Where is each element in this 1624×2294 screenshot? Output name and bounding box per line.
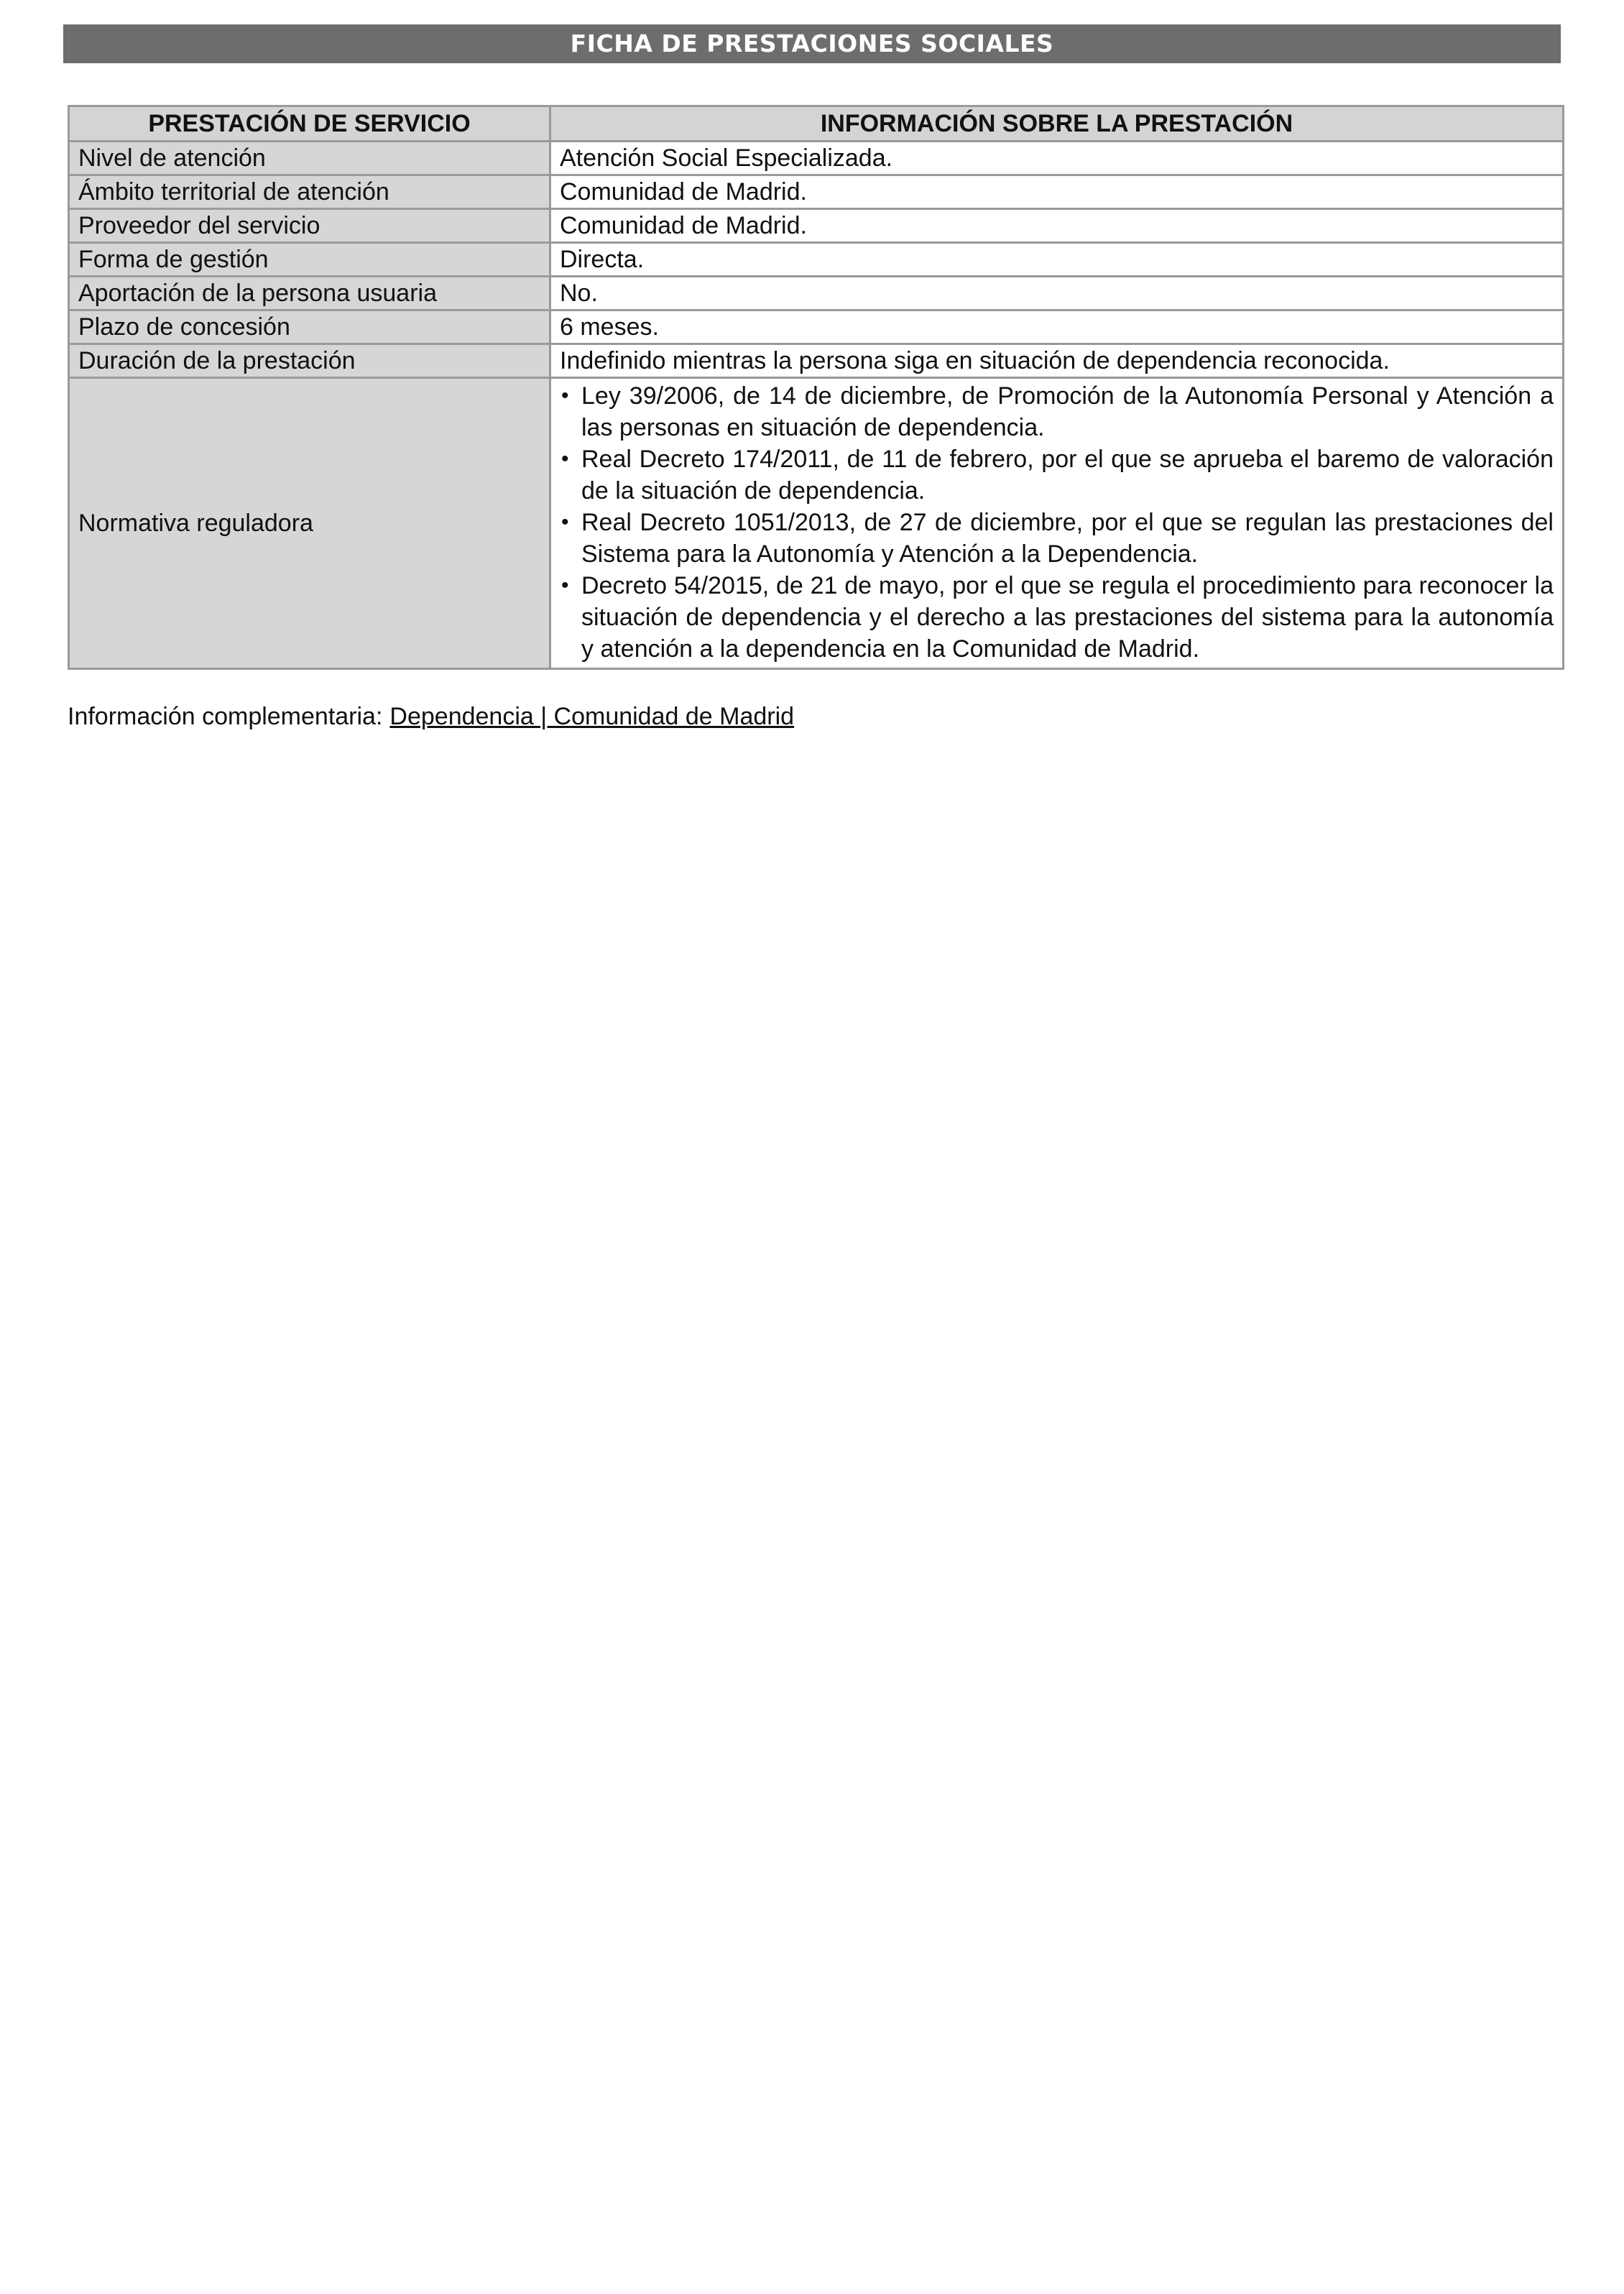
row-label: Plazo de concesión — [69, 310, 550, 344]
normativa-text: Ley 39/2006, de 14 de diciembre, de Promoción de la Autonomía Personal y Atención a las personas en situación de dependencia. — [581, 382, 1554, 441]
row-label: Proveedor del servicio — [69, 209, 550, 243]
row-value: Indefinido mientras la persona siga en situación de dependencia reconocida. — [550, 344, 1564, 378]
bullet-icon: • — [561, 510, 569, 534]
table-row-normativa — [69, 378, 1564, 669]
header-informacion: INFORMACIÓN SOBRE LA PRESTACIÓN — [550, 106, 1564, 142]
row-value: Comunidad de Madrid. — [550, 209, 1564, 243]
table-row — [69, 310, 1564, 344]
row-value: Directa. — [550, 243, 1564, 277]
normativa-cell — [550, 378, 1564, 669]
informacion-complementaria — [68, 701, 794, 732]
table-row — [69, 277, 1564, 310]
dependencia-link[interactable]: Dependencia | Comunidad de Madrid — [389, 703, 795, 730]
normativa-text: Real Decreto 174/2011, de 11 de febrero, por el que se aprueba el baremo de valoración de la situación de dependencia. — [581, 446, 1554, 505]
table-row — [69, 142, 1564, 175]
table-row — [69, 344, 1564, 378]
row-value: Comunidad de Madrid. — [550, 175, 1564, 209]
row-value: No. — [550, 277, 1564, 310]
row-value: Atención Social Especializada. — [550, 142, 1564, 175]
list-item — [560, 443, 1554, 507]
bullet-icon: • — [561, 447, 569, 471]
row-label: Ámbito territorial de atención — [69, 175, 550, 209]
row-label: Nivel de atención — [69, 142, 550, 175]
row-label: Forma de gestión — [69, 243, 550, 277]
row-label-normativa: Normativa reguladora — [69, 378, 550, 669]
normativa-list — [560, 380, 1554, 665]
normativa-text: Real Decreto 1051/2013, de 27 de diciembre, por el que se regulan las prestaciones del Sistema para la Autonomía y Atención a la Dependencia. — [581, 509, 1554, 568]
list-item — [560, 507, 1554, 570]
prestacion-table — [68, 105, 1564, 670]
row-value: 6 meses. — [550, 310, 1564, 344]
list-item — [560, 380, 1554, 443]
bullet-icon: • — [561, 574, 569, 597]
list-item — [560, 570, 1554, 665]
page-title: FICHA DE PRESTACIONES SOCIALES — [63, 24, 1561, 63]
table-row — [69, 175, 1564, 209]
row-label: Duración de la prestación — [69, 344, 550, 378]
table-header-row — [69, 106, 1564, 142]
normativa-text: Decreto 54/2015, de 21 de mayo, por el que se regula el procedimiento para reconocer la situación de dependencia y el derecho a las prestaciones del sistema para la autonomía y atención a la dependencia en la Comunidad de Madrid. — [581, 572, 1554, 663]
table-row — [69, 209, 1564, 243]
bullet-icon: • — [561, 384, 569, 407]
row-label: Aportación de la persona usuaria — [69, 277, 550, 310]
complementaria-label: Información complementaria: — [68, 703, 383, 730]
table-row — [69, 243, 1564, 277]
header-prestacion: PRESTACIÓN DE SERVICIO — [69, 106, 550, 142]
